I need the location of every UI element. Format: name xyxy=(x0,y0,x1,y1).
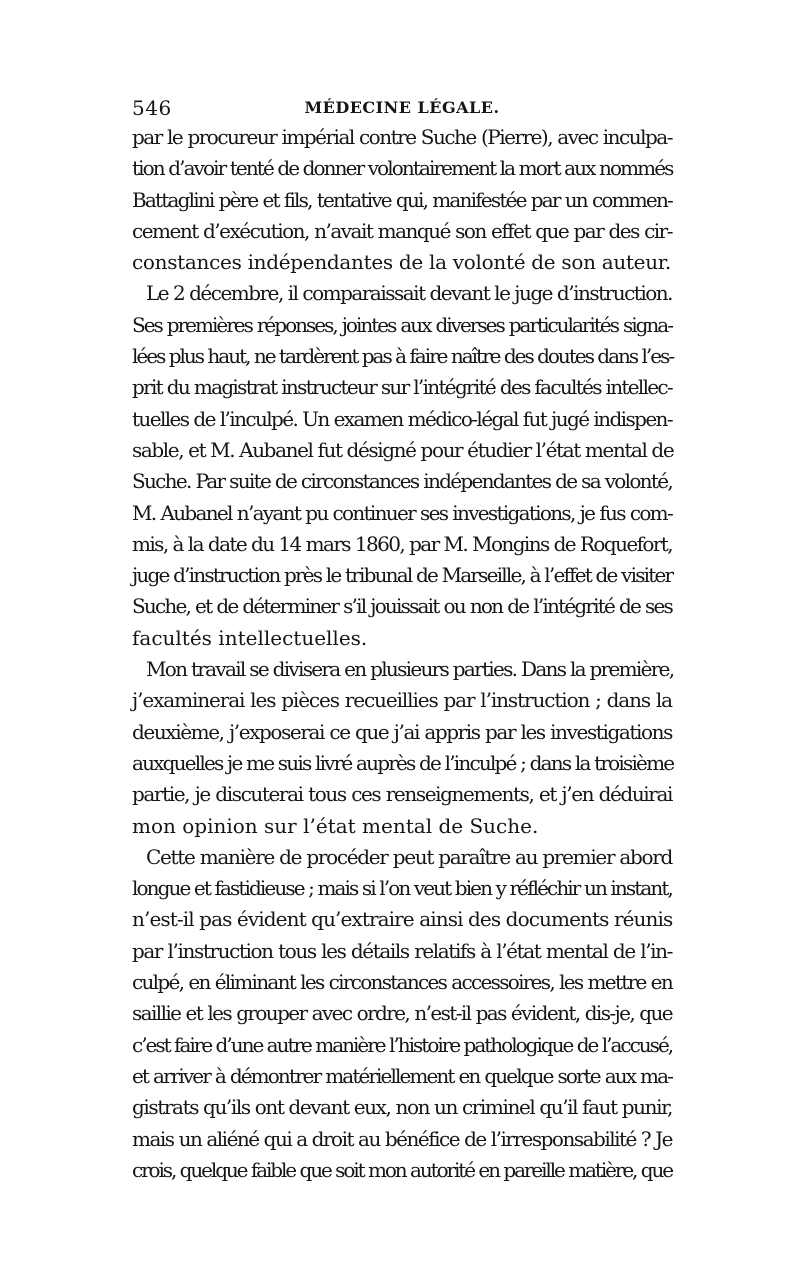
text-line: deuxième, j’exposerai ce que j’ai appris par les investigations xyxy=(132,719,672,744)
page-number: 546 xyxy=(132,96,172,120)
text-line: mais un aliéné qui a droit au bénéfice de l’irresponsabilité ? Je xyxy=(132,1126,672,1151)
text-line: Mon travail se divisera en plusieurs parties. Dans la première, xyxy=(146,657,674,682)
text-line: Ses premières réponses, jointes aux diverses particularités signa- xyxy=(132,312,672,337)
book-page xyxy=(132,92,672,1186)
page-header xyxy=(132,92,672,122)
text-line: Battaglini père et fils, tentative qui, manifestée par un commen- xyxy=(132,187,672,212)
paragraph xyxy=(132,842,672,1186)
text-line: sable, et M. Aubanel fut désigné pour étudier l’état mental de xyxy=(132,437,674,462)
paragraph xyxy=(132,122,672,278)
text-line: juge d’instruction près le tribunal de Marseille, à l’effet de visiter xyxy=(132,563,673,588)
text-line: partie, je discuterai tous ces renseignements, et j’en déduirai xyxy=(132,782,672,807)
text-line: par le procureur impérial contre Suche (Pierre), avec inculpa- xyxy=(132,125,672,149)
text-line: facultés intellectuelles. xyxy=(132,625,368,650)
paragraph xyxy=(132,278,672,654)
text-line: mon opinion sur l’état mental de Suche. xyxy=(132,813,539,838)
text-line: saillie et les grouper avec ordre, n’est-il pas évident, dis-je, que xyxy=(132,1001,672,1026)
paragraph xyxy=(132,654,672,842)
text-line: n’est-il pas évident qu’extraire ainsi des documents réunis xyxy=(132,907,673,932)
text-line: tion d’avoir tenté de donner volontairement la mort aux nommés xyxy=(132,156,673,181)
text-line: longue et fastidieuse ; mais si l’on veut bien y réfléchir un instant, xyxy=(132,876,672,901)
text-line: et arriver à démontrer matériellement en quelque sorte aux ma- xyxy=(132,1063,672,1088)
text-line: crois, quelque faible que soit mon autorité en pareille matière, que xyxy=(132,1157,672,1182)
text-line: cement d’exécution, n’avait manqué son effet que par des cir- xyxy=(132,218,672,243)
text-line: c’est faire d’une autre manière l’histoire pathologique de l’accusé, xyxy=(132,1032,673,1057)
text-line: prit du magistrat instructeur sur l’intégrité des facultés intellec- xyxy=(132,375,672,400)
text-line: gistrats qu’ils ont devant eux, non un criminel qu’il faut punir, xyxy=(132,1095,673,1120)
text-line: j’examinerai les pièces recueillies par l’instruction ; dans la xyxy=(132,688,672,713)
text-line: Le 2 décembre, il comparaissait devant le juge d’instruction. xyxy=(146,281,672,306)
text-line: culpé, en éliminant les circonstances accessoires, les mettre en xyxy=(132,970,672,995)
body-text xyxy=(132,122,672,1186)
text-line: lées plus haut, ne tardèrent pas à faire naître des doutes dans l’es- xyxy=(132,344,674,369)
running-title: MÉDECINE LÉGALE. xyxy=(304,98,500,117)
text-line: par l’instruction tous les détails relatifs à l’état mental de l’in- xyxy=(132,938,672,963)
text-line: Cette manière de procéder peut paraître au premier abord xyxy=(146,844,672,869)
text-line: mis, à la date du 14 mars 1860, par M. Mongins de Roquefort, xyxy=(132,531,672,556)
text-line: auxquelles je me suis livré auprès de l’inculpé ; dans la troisième xyxy=(132,750,674,775)
text-line: M. Aubanel n’ayant pu continuer ses investigations, je fus com- xyxy=(132,500,672,525)
text-line: constances indépendantes de la volonté de son auteur. xyxy=(132,250,671,275)
text-line: tuelles de l’inculpé. Un examen médico-légal fut jugé indispen- xyxy=(132,406,672,431)
text-line: Suche. Par suite de circonstances indépendantes de sa volonté, xyxy=(132,469,672,494)
text-line: Suche, et de déterminer s’il jouissait ou non de l’intégrité de ses xyxy=(132,594,672,619)
